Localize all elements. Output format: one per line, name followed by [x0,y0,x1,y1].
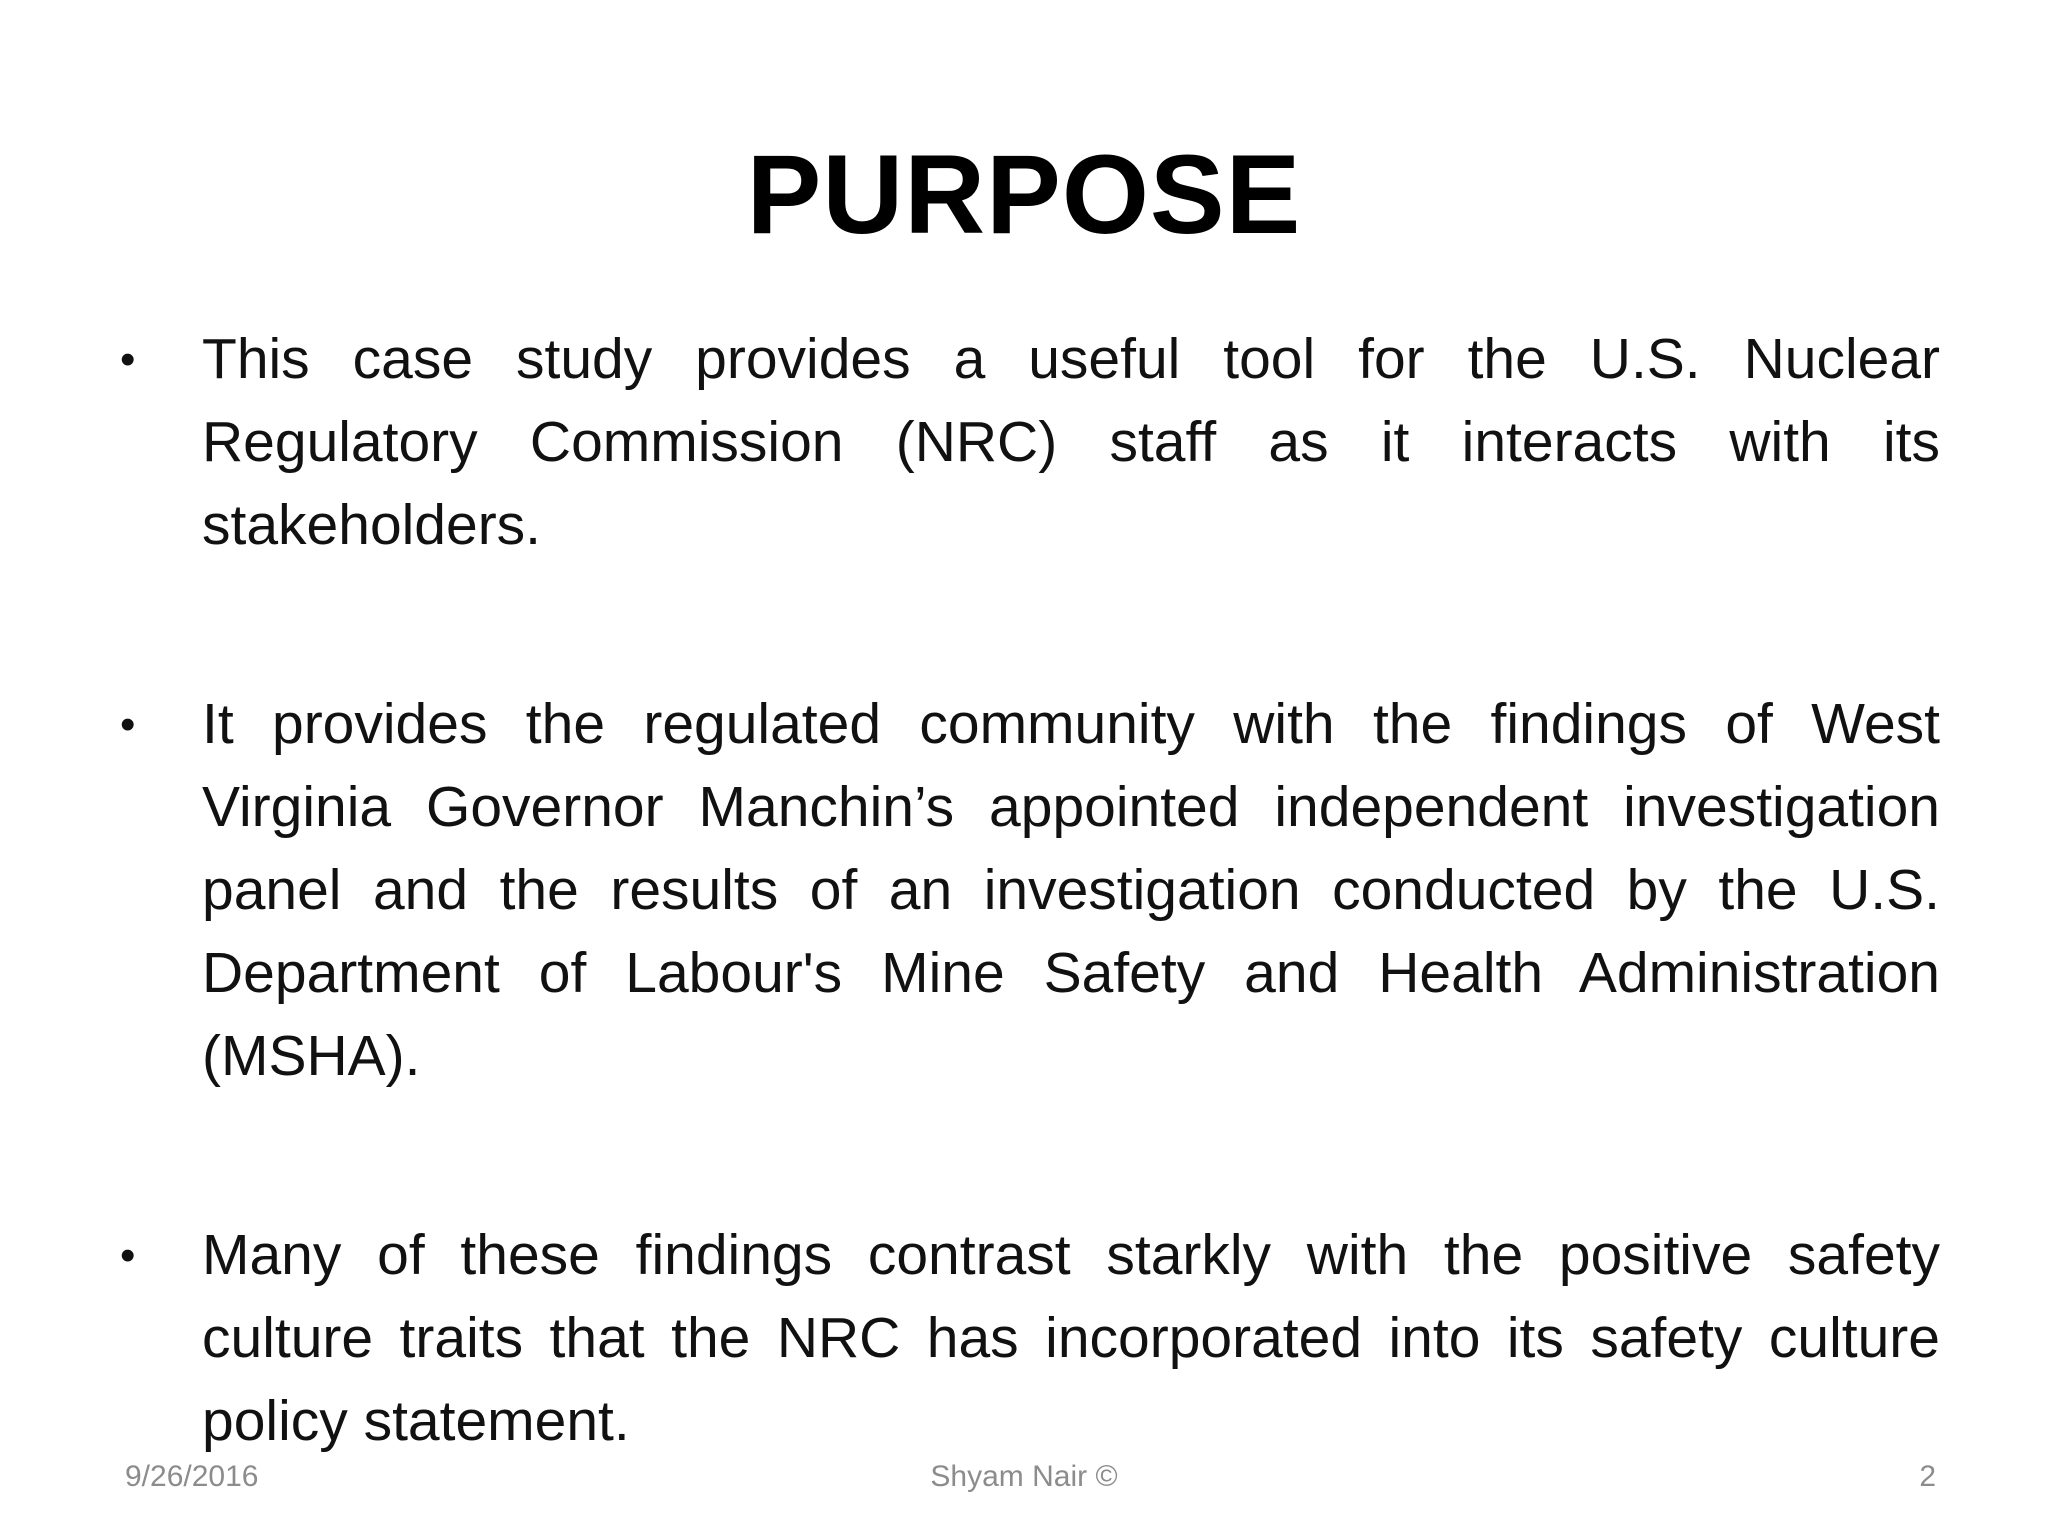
bullet-text: Many of these findings contrast starkly with the positive safety culture traits that the NRC has incorporated into its safety culture policy statement. [202,1223,1940,1453]
bullet-list [120,318,1940,1463]
footer-author: Shyam Nair © [930,1460,1118,1493]
bullet-text: It provides the regulated community with the findings of West Virginia Governor Manchin’s appointed independent investigation panel and the results of an investigation conducted by the U.S. Department of Labour's Mine Safety and Health Administration (MSHA). [202,692,1940,1088]
bullet-item [120,1214,1940,1463]
bullet-icon: • [120,1231,136,1280]
bullet-icon: • [120,335,136,384]
bullet-item [120,318,1940,567]
slide-title: PURPOSE [746,132,1302,257]
bullet-icon: • [120,700,136,749]
bullet-item [120,683,1940,1098]
bullet-text: This case study provides a useful tool for the U.S. Nuclear Regulatory Commission (NRC) staff as it interacts with its stakeholders. [202,327,1940,557]
footer-date: 9/26/2016 [125,1460,259,1493]
footer-page-number: 2 [1919,1460,1936,1493]
